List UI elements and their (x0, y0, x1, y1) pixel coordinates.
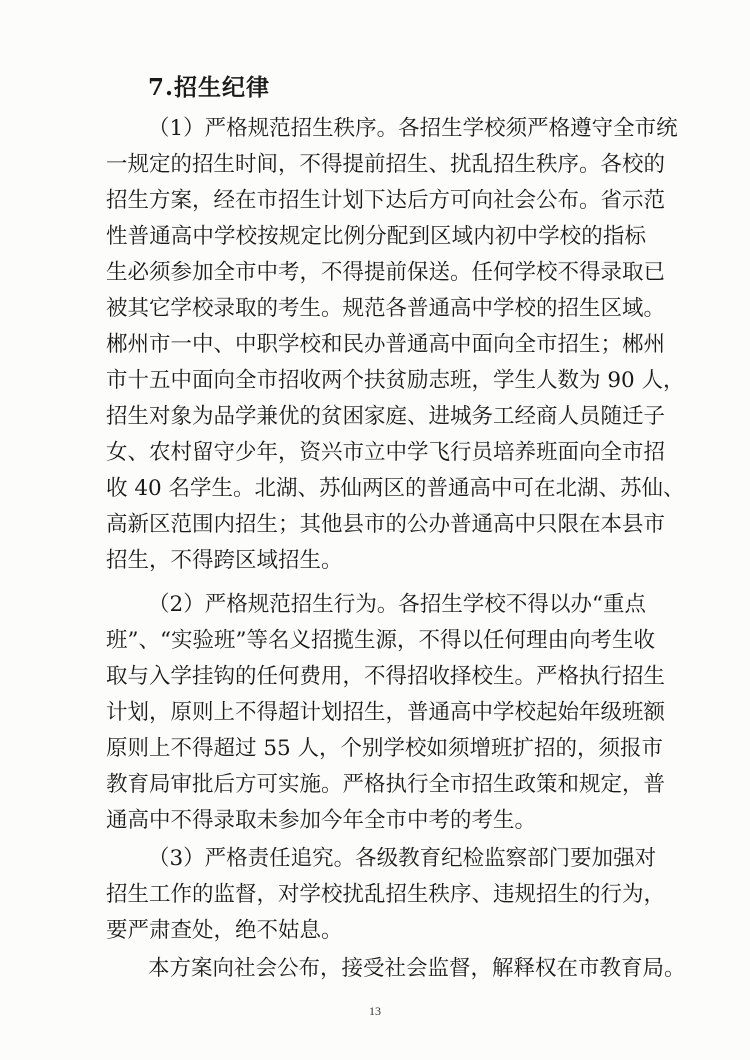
paragraph-1-line-1: （1）严格规范招生秩序。各招生学校须严格遵守全市统 (148, 116, 678, 141)
paragraph-1-line-7: 郴州市一中、中职学校和民办普通高中面向全市招生；郴州 (106, 332, 666, 357)
paragraph-1-line-8: 市十五中面向全市招收两个扶贫励志班，学生人数为 90 人， (106, 368, 685, 393)
paragraph-1-line-3: 招生方案，经在市招生计划下达后方可向社会公布。省示范 (106, 188, 666, 213)
page-number: 13 (369, 1004, 381, 1018)
paragraph-2-line-6: 教育局审批后方可实施。严格执行全市招生政策和规定，普 (106, 772, 666, 797)
paragraph-1-line-10: 女、农村留守少年，资兴市立中学飞行员培养班面向全市招 (106, 440, 666, 465)
paragraph-1-line-12: 高新区范围内招生；其他县市的公办普通高中只限在本县市 (106, 512, 666, 537)
paragraph-1-line-13: 招生，不得跨区域招生。 (106, 548, 343, 573)
paragraph-3-line-1: （3）严格责任追究。各级教育纪检监察部门要加强对 (148, 846, 657, 871)
paragraph-2-line-5: 原则上不得超过 55 人，个别学校如须增班扩招的，须报市 (106, 736, 664, 761)
paragraph-1-line-9: 招生对象为品学兼优的贫困家庭、进城务工经商人员随迁子 (106, 404, 666, 429)
section-heading: 7.招生纪律 (148, 74, 271, 101)
paragraph-2-line-7: 通高中不得录取未参加今年全市中考的考生。 (106, 808, 537, 833)
paragraph-4-line-1: 本方案向社会公布，接受社会监督，解释权在市教育局。 (148, 956, 686, 981)
paragraph-2-line-4: 计划，原则上不得超计划招生，普通高中学校起始年级班额 (106, 700, 666, 725)
paragraph-2-line-1: （2）严格规范招生行为。各招生学校不得以办“重点 (148, 592, 646, 617)
paragraph-1-line-11: 收 40 名学生。北湖、苏仙两区的普通高中可在北湖、苏仙、 (106, 476, 685, 501)
paragraph-3-line-2: 招生工作的监督，对学校扰乱招生秩序、违规招生的行为， (106, 882, 666, 907)
paragraph-2-line-3: 取与入学挂钩的任何费用，不得招收择校生。严格执行招生 (106, 664, 666, 689)
paragraph-2-line-2: 班”、“实验班”等名义招揽生源，不得以任何理由向考生收 (106, 628, 655, 653)
paragraph-1-line-6: 被其它学校录取的考生。规范各普通高中学校的招生区域。 (106, 296, 666, 321)
paragraph-1-line-5: 生必须参加全市中考，不得提前保送。任何学校不得录取已 (106, 260, 666, 285)
paragraph-3-line-3: 要严肃查处，绝不姑息。 (106, 918, 343, 943)
paragraph-1-line-2: 一规定的招生时间，不得提前招生、扰乱招生秩序。各校的 (106, 152, 666, 177)
paragraph-1-line-4: 性普通高中学校按规定比例分配到区域内初中学校的指标 (106, 224, 646, 249)
